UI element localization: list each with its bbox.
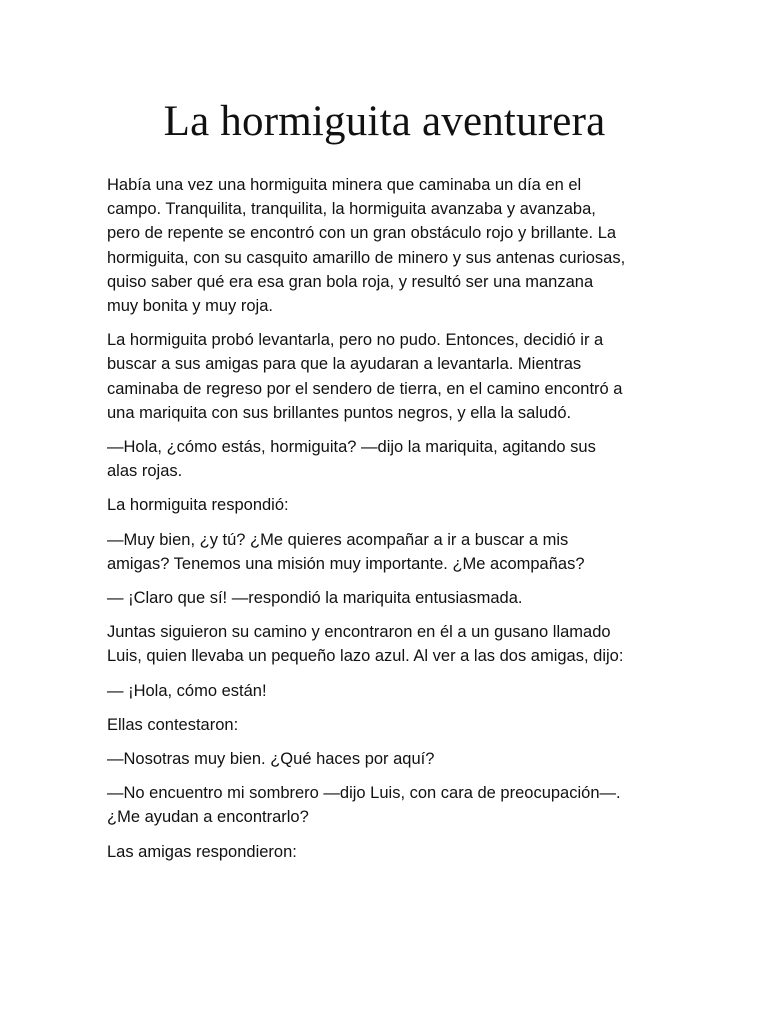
paragraph: —Nosotras muy bien. ¿Qué haces por aquí?	[107, 750, 435, 769]
paragraph: Ellas contestaron:	[107, 715, 239, 734]
paragraph: Las amigas respondieron:	[107, 842, 297, 861]
paragraph: — ¡Claro que sí! —respondió la mariquita entusiasmada.	[107, 589, 523, 608]
paragraph: Juntas siguieron su camino y encontraron en él a un gusano llamado Luis, quien llevaba un pequeño lazo azul. Al ver a las dos amigas, dijo:	[107, 623, 624, 666]
paragraph: —Hola, ¿cómo estás, hormiguita? —dijo la mariquita, agitando sus alas rojas.	[107, 438, 596, 481]
paragraph: Había una vez una hormiguita minera que caminaba un día en el campo. Tranquilita, tranquilita, la hormiguita avanzaba y avanzaba, pero de repente se encontró con un gran obstáculo rojo y brillante. La hormiguita, con su casquito amarillo de minero y sus antenas curiosas, quiso saber qué era esa gran bola roja, y resultó ser una manzana muy bonita y muy roja.	[107, 176, 626, 316]
paragraph: La hormiguita probó levantarla, pero no pudo. Entonces, decidió ir a buscar a sus amigas para que la ayudaran a levantarla. Mientras caminaba de regreso por el sendero de tierra, en el camino encontró a una mariquita con sus brillantes puntos negros, y ella la saludó.	[107, 331, 623, 422]
paragraph: La hormiguita respondió:	[107, 496, 289, 515]
paragraph: — ¡Hola, cómo están!	[107, 681, 267, 700]
document-title: La hormiguita aventurera	[163, 98, 606, 145]
paragraph: —Muy bien, ¿y tú? ¿Me quieres acompañar a ir a buscar a mis amigas? Tenemos una misión muy importante. ¿Me acompañas?	[107, 530, 585, 573]
document-body	[107, 173, 668, 864]
paragraph: —No encuentro mi sombrero —dijo Luis, con cara de preocupación—. ¿Me ayudan a encontrarlo?	[107, 784, 621, 827]
